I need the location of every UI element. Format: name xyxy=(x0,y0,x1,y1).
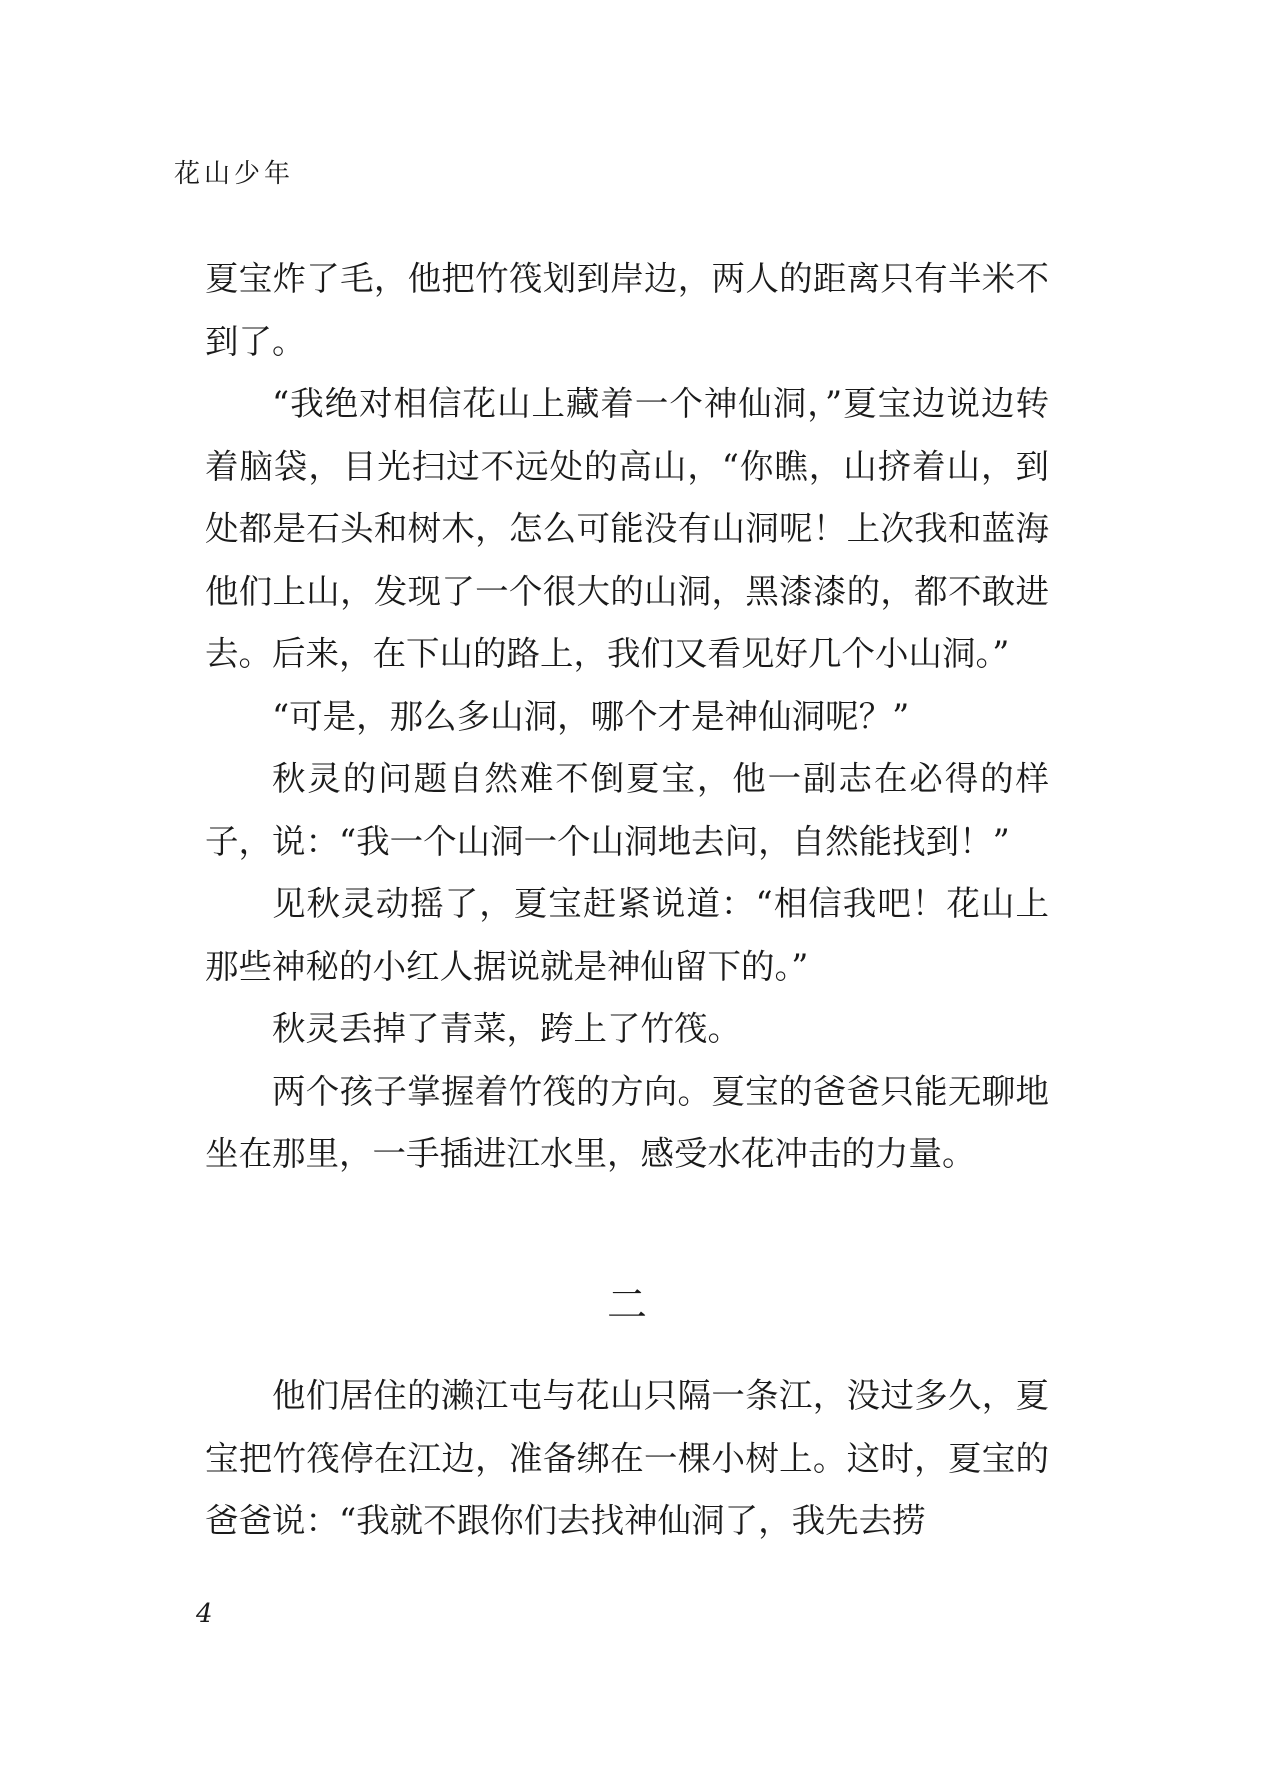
paragraph-6: 秋灵丢掉了青菜，跨上了竹筏。 xyxy=(272,1009,741,1048)
paragraph-7: 两个孩子掌握着竹筏的方向。夏宝的爸爸只能无聊地坐在那里，一手插进江水里，感受水花冲击的力量。 xyxy=(205,1071,1049,1173)
paragraph-3: “可是，那么多山洞，哪个才是神仙洞呢？” xyxy=(272,696,910,736)
paragraph-2: “我绝对相信花山上藏着一个神仙洞，”夏宝边说边转着脑袋，目光扫过不远处的高山，“你瞧，山挤着山，到处都是石头和树木，怎么可能没有山洞呢！上次我和蓝海他们上山，发现了一个很大的山洞，黑漆漆的，都不敢进去。后来，在下山的路上，我们又看见好几个小山洞。” xyxy=(205,384,1049,673)
paragraph-8: 他们居住的濑江屯与花山只隔一条江，没过多久，夏宝把竹筏停在江边，准备绑在一棵小树上。这时，夏宝的爸爸说：“我就不跟你们去找神仙洞了，我先去捞 xyxy=(205,1376,1049,1540)
section-number: 二 xyxy=(607,1282,647,1328)
body-text-bottom xyxy=(205,1365,1049,1553)
paragraph-4: 秋灵的问题自然难不倒夏宝，他一副志在必得的样子，说：“我一个山洞一个山洞地去问，自然能找到！” xyxy=(205,759,1049,861)
paragraph-5: 见秋灵动摇了，夏宝赶紧说道：“相信我吧！花山上那些神秘的小红人据说就是神仙留下的。” xyxy=(205,884,1049,986)
paragraph-1: 夏宝炸了毛，他把竹筏划到岸边，两人的距离只有半米不到了。 xyxy=(205,259,1049,361)
body-text-top xyxy=(205,248,1049,1186)
running-header: 花山少年 xyxy=(174,159,295,189)
page-number: 4 xyxy=(196,1599,213,1629)
